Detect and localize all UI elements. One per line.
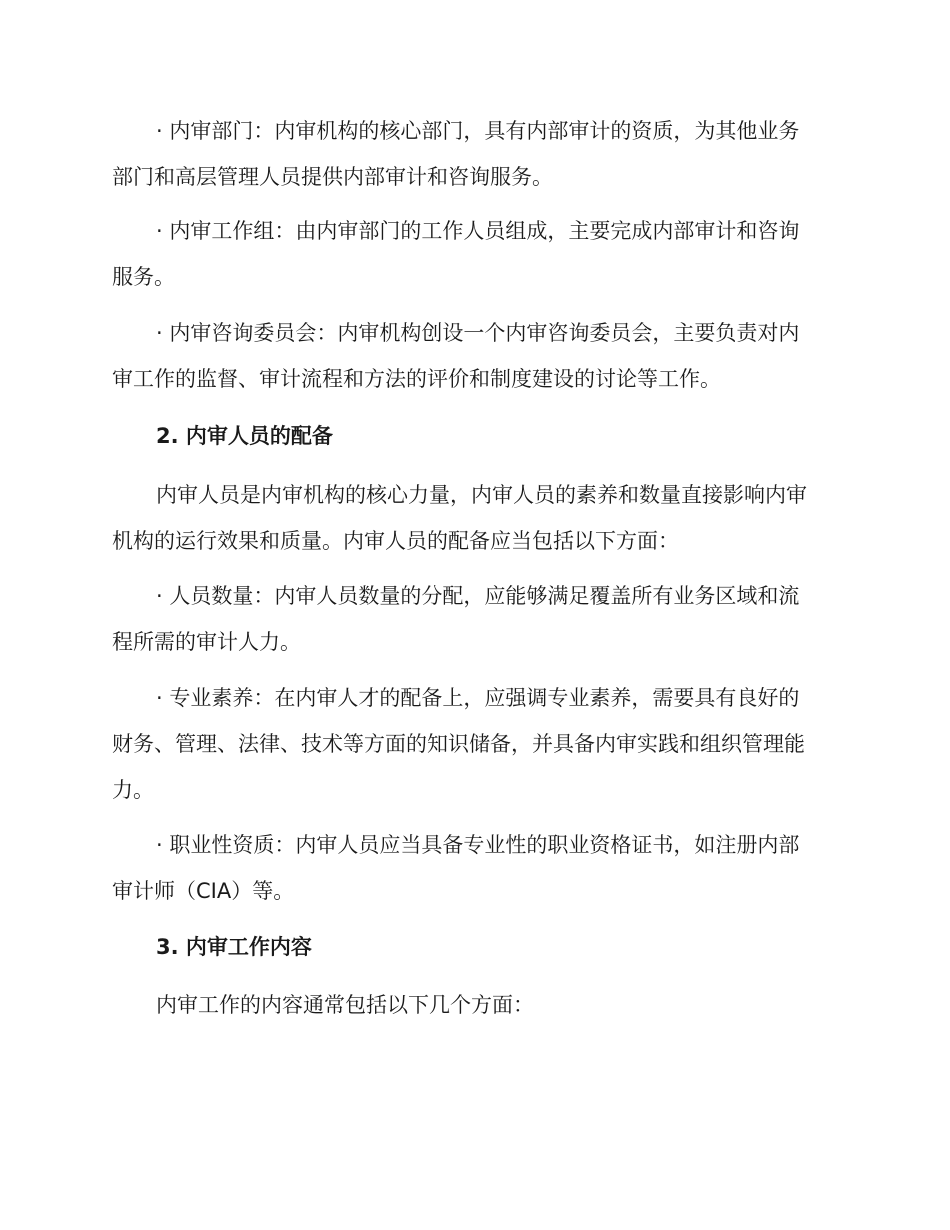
bullet-professional-quality <box>112 675 834 813</box>
paragraph-work-content-intro <box>112 982 834 1028</box>
text-line: · 内审工作组：由内审部门的工作人员组成，主要完成内部审计和咨询 <box>156 219 800 243</box>
text-line: · 人员数量：内审人员数量的分配，应能够满足覆盖所有业务区域和流 <box>156 584 800 608</box>
text-line: · 内审咨询委员会：内审机构创设一个内审咨询委员会，主要负责对内 <box>156 321 800 345</box>
text-line: · 专业素养：在内审人才的配备上，应强调专业素养，需要具有良好的 <box>156 686 800 710</box>
bullet-internal-audit-department <box>112 108 834 200</box>
bullet-internal-audit-workgroup <box>112 208 834 300</box>
section-heading-staffing <box>112 413 834 459</box>
text-line: 内审人员是内审机构的核心力量，内审人员的素养和数量直接影响内审 <box>156 483 807 507</box>
text-line: 力。 <box>112 778 154 802</box>
text-line: 审工作的监督、审计流程和方法的评价和制度建设的讨论等工作。 <box>112 367 721 391</box>
bullet-internal-audit-committee <box>112 310 834 402</box>
section-heading-work-content <box>112 924 834 970</box>
text-line: 程所需的审计人力。 <box>112 630 301 654</box>
heading-text: 3. 内审工作内容 <box>156 935 312 959</box>
text-line: 部门和高层管理人员提供内部审计和咨询服务。 <box>112 165 553 189</box>
text-line: · 内审部门：内审机构的核心部门，具有内部审计的资质，为其他业务 <box>156 119 800 143</box>
text-line: · 职业性资质：内审人员应当具备专业性的职业资格证书，如注册内部 <box>156 833 800 857</box>
paragraph-staffing-intro <box>112 472 834 564</box>
text-line: 机构的运行效果和质量。内审人员的配备应当包括以下方面： <box>112 529 679 553</box>
bullet-professional-qualification <box>112 822 834 914</box>
text-line: 财务、管理、法律、技术等方面的知识储备，并具备内审实践和组织管理能 <box>112 732 805 756</box>
text-line: 内审工作的内容通常包括以下几个方面： <box>156 993 534 1017</box>
bullet-staff-count <box>112 573 834 665</box>
text-line: 审计师（CIA）等。 <box>112 879 295 903</box>
heading-text: 2. 内审人员的配备 <box>156 424 333 448</box>
text-line: 服务。 <box>112 265 175 289</box>
